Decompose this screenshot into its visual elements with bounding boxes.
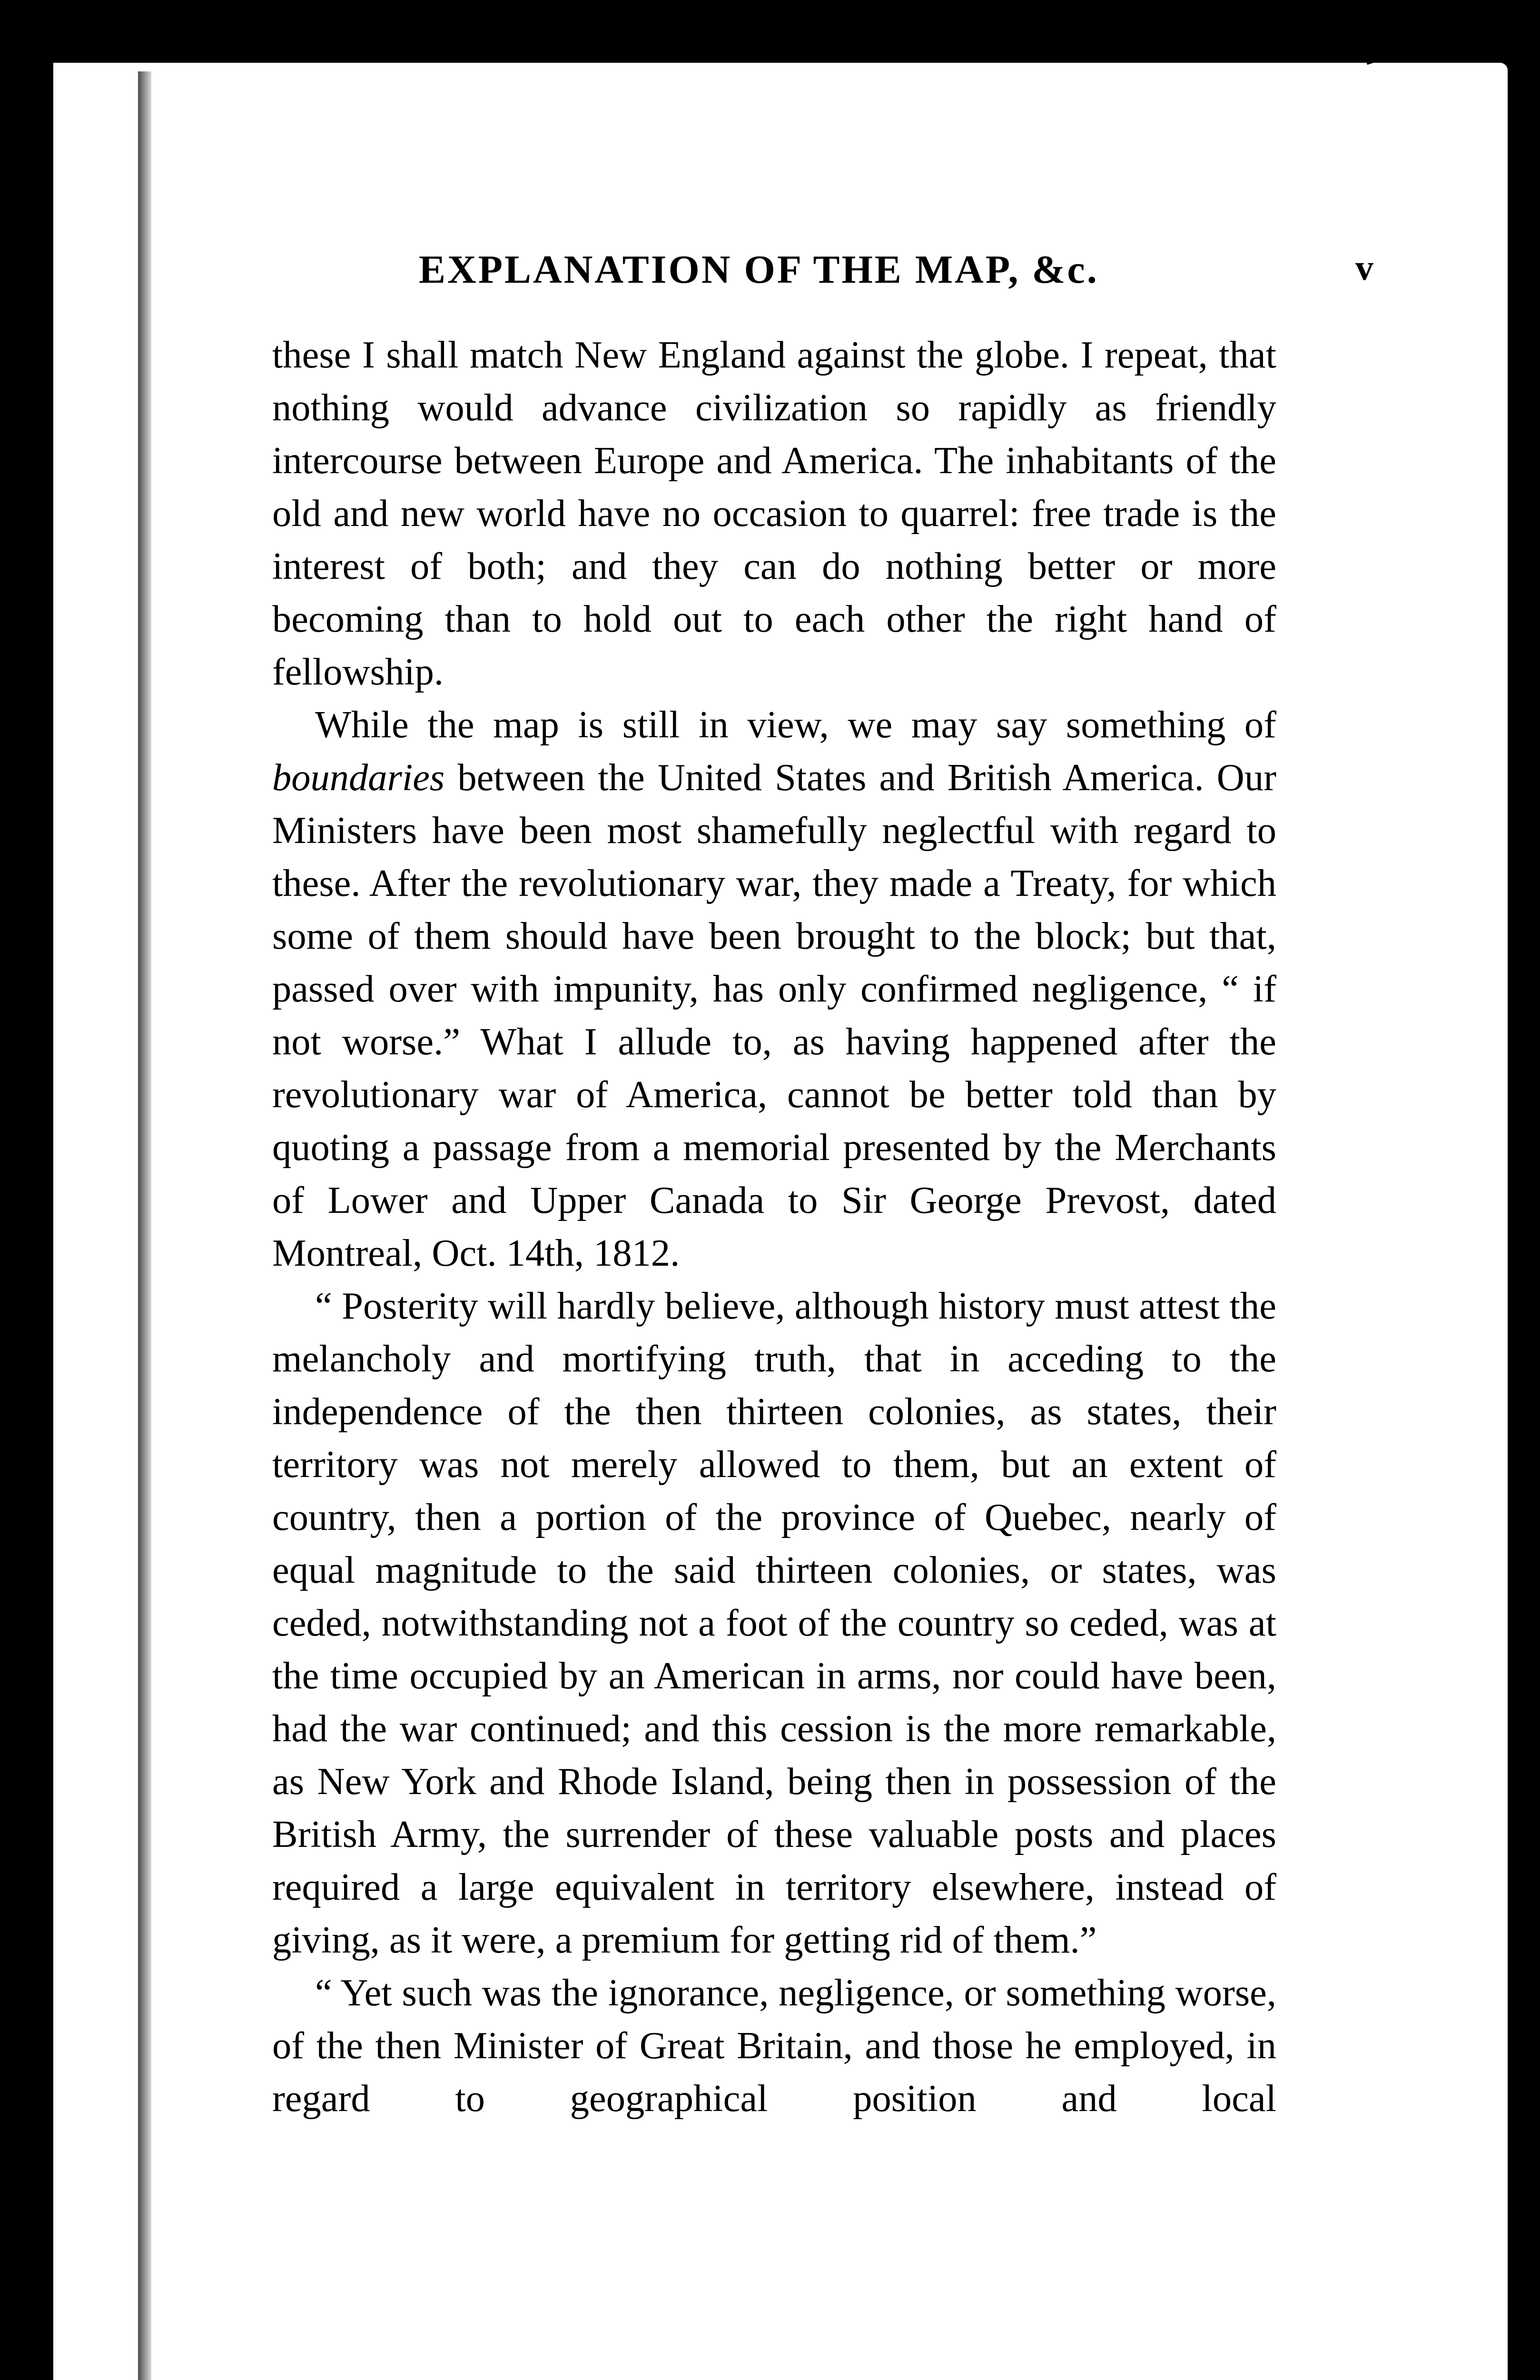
paragraph-2-rest: between the United States and British America. Our Ministers have been most shamefully neglectful with regard to these. After the revolutionary war, they made a Treaty, for which some of them should have been brought to the block; but that, passed over with impunity, has only confirmed negligence, “ if not worse.” What I allude to, as having happened after the revolutionary war of America, cannot be better told than by quoting a passage from a memorial presented by the Merchants of Lower and Upper Canada to Sir George Prevost, dated Montreal, Oct. 14th, 1812. [272, 756, 1277, 1274]
running-header-title: EXPLANATION OF THE MAP, &c. [419, 248, 1099, 292]
paragraph-2 [272, 698, 1276, 1279]
running-header [419, 250, 1375, 290]
italic-term-boundaries: boundaries [272, 756, 445, 799]
page-number: v [1355, 248, 1375, 288]
paragraph-4-quotation-continued: “ Yet such was the ignorance, negligence, or something worse, of the then Minister of Great Britain, and those he employed, in regard to geographical position and local [272, 1972, 1276, 2120]
page-body [272, 328, 1276, 2125]
paragraph-1: these I shall match New England against the globe. I repeat, that nothing would advance civilization so rapidly as friendly intercourse between Europe and America. The inhabitants of the old and new world have no occasion to quarrel: free trade is the interest of both; and they can do nothing better or more becoming than to hold out to each other the right hand of fellowship. [272, 334, 1276, 693]
page-gutter-shadow [138, 71, 151, 2380]
paragraph-2-lead: While the map is still in view, we may say something of [315, 704, 1276, 746]
paragraph-3-quotation: “ Posterity will hardly believe, although history must attest the melancholy and mortifying truth, that in acceding to the independence of the then thirteen colonies, as states, their territory was not merely allowed to them, but an extent of country, then a portion of the province of Quebec, nearly of equal magnitude to the said thirteen colonies, or states, was ceded, notwithstanding not a foot of the country so ceded, was at the time occupied by an American in arms, nor could have been, had the war continued; and this cession is the more remarkable, as New York and Rhode Island, being then in possession of the British Army, the surrender of these valuable posts and places required a large equivalent in territory elsewhere, instead of giving, as it were, a premium for getting rid of them.” [272, 1285, 1276, 1961]
